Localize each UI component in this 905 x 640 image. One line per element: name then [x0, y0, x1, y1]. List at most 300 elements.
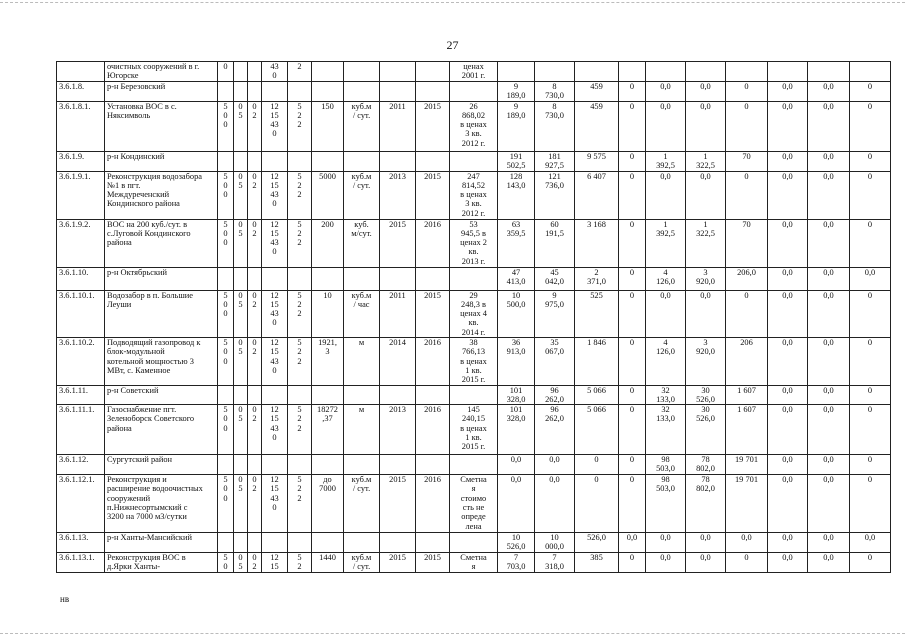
- table-cell: 0,0: [646, 553, 686, 573]
- row-name-cell: ВОС на 200 куб./сут. в с.Луговой Кондинского района: [105, 219, 218, 267]
- table-cell: [288, 533, 312, 553]
- table-cell: 5 2 2: [288, 171, 312, 219]
- row-code-cell: 3.6.1.10.2.: [57, 338, 105, 385]
- table-row: [57, 405, 891, 455]
- table-cell: 19 701: [726, 455, 768, 475]
- table-cell: куб. м/сут.: [344, 219, 380, 267]
- table-cell: 0,0: [498, 455, 535, 475]
- table-row: [57, 385, 891, 405]
- table-cell: 0,0: [768, 219, 808, 267]
- table-cell: [262, 533, 288, 553]
- table-cell: 0,0: [535, 455, 575, 475]
- table-cell: 2015: [416, 553, 450, 573]
- table-cell: 0 5: [234, 338, 248, 385]
- table-cell: 5 066: [575, 385, 619, 405]
- table-cell: 150: [312, 101, 344, 151]
- table-cell: [450, 455, 498, 475]
- table-cell: 0 5: [234, 171, 248, 219]
- table-cell: 0 5: [234, 101, 248, 151]
- table-cell: куб.м / сут.: [344, 475, 380, 533]
- table-cell: 0: [619, 338, 646, 385]
- table-cell: 96 262,0: [535, 385, 575, 405]
- table-cell: 70: [726, 219, 768, 267]
- investment-table: [56, 61, 891, 573]
- table-cell: 0 5: [234, 553, 248, 573]
- table-cell: 2015: [416, 171, 450, 219]
- table-cell: 98 503,0: [646, 475, 686, 533]
- table-cell: 1921, 3: [312, 338, 344, 385]
- table-cell: 0,0: [686, 290, 726, 337]
- row-name-cell: р-н Ханты-Мансийский: [105, 533, 218, 553]
- table-cell: [234, 267, 248, 290]
- table-cell: 32 133,0: [646, 405, 686, 455]
- table-cell: 0 2: [248, 101, 262, 151]
- table-cell: 0,0: [768, 151, 808, 171]
- table-cell: 2015: [380, 553, 416, 573]
- table-cell: 0,0: [535, 475, 575, 533]
- table-cell: [262, 385, 288, 405]
- table-cell: 0,0: [768, 171, 808, 219]
- table-cell: 1440: [312, 553, 344, 573]
- table-cell: [726, 62, 768, 82]
- table-cell: 5 0: [218, 553, 234, 573]
- table-cell: 0,0: [808, 171, 850, 219]
- table-cell: 10 526,0: [498, 533, 535, 553]
- table-cell: [234, 533, 248, 553]
- table-cell: 121 736,0: [535, 171, 575, 219]
- table-cell: [312, 455, 344, 475]
- table-cell: Сметна я стоимо сть не опреде лена: [450, 475, 498, 533]
- table-row: [57, 81, 891, 101]
- table-cell: 0,0: [768, 533, 808, 553]
- table-cell: [344, 267, 380, 290]
- table-cell: [288, 385, 312, 405]
- table-cell: 0: [850, 101, 891, 151]
- row-name-cell: р-н Березовский: [105, 81, 218, 101]
- table-cell: 32 133,0: [646, 385, 686, 405]
- table-cell: 0: [619, 405, 646, 455]
- table-cell: [248, 267, 262, 290]
- table-cell: 70: [726, 151, 768, 171]
- table-cell: [535, 62, 575, 82]
- row-name-cell: Реконструкция водозабора №1 в пгт. Междуреченский Кондинского района: [105, 171, 218, 219]
- table-cell: [380, 62, 416, 82]
- table-cell: 36 913,0: [498, 338, 535, 385]
- table-cell: 0,0: [808, 267, 850, 290]
- table-cell: 0: [850, 475, 891, 533]
- table-cell: 98 503,0: [646, 455, 686, 475]
- table-cell: 78 802,0: [686, 475, 726, 533]
- table-cell: 63 359,5: [498, 219, 535, 267]
- table-cell: 4 126,0: [646, 267, 686, 290]
- table-cell: 0 2: [248, 405, 262, 455]
- table-cell: до 7000: [312, 475, 344, 533]
- row-name-cell: Сургутский район: [105, 455, 218, 475]
- table-cell: 12 15 43 0: [262, 219, 288, 267]
- table-cell: 30 526,0: [686, 405, 726, 455]
- table-cell: 0: [850, 290, 891, 337]
- table-cell: 5 2 2: [288, 405, 312, 455]
- table-cell: 0 2: [248, 219, 262, 267]
- table-cell: 191 502,5: [498, 151, 535, 171]
- table-cell: 0 2: [248, 553, 262, 573]
- row-code-cell: 3.6.1.8.: [57, 81, 105, 101]
- row-name-cell: Водозабор в п. Большие Леуши: [105, 290, 218, 337]
- table-cell: [234, 62, 248, 82]
- table-cell: 12 15 43 0: [262, 290, 288, 337]
- table-cell: 0,0: [808, 455, 850, 475]
- table-cell: 45 042,0: [535, 267, 575, 290]
- table-cell: [262, 267, 288, 290]
- table-cell: [248, 385, 262, 405]
- table-cell: 19 701: [726, 475, 768, 533]
- table-cell: [646, 62, 686, 82]
- table-cell: куб.м / час: [344, 290, 380, 337]
- row-name-cell: Установка ВОС в с. Няксимволь: [105, 101, 218, 151]
- table-cell: 6 407: [575, 171, 619, 219]
- table-cell: 5 0 0: [218, 338, 234, 385]
- table-cell: 0,0: [808, 553, 850, 573]
- table-cell: [686, 62, 726, 82]
- table-cell: 459: [575, 81, 619, 101]
- table-cell: 5 0 0: [218, 171, 234, 219]
- table-cell: 0,0: [646, 171, 686, 219]
- table-cell: 5 2 2: [288, 219, 312, 267]
- row-code-cell: 3.6.1.8.1.: [57, 101, 105, 151]
- table-cell: 0 5: [234, 475, 248, 533]
- table-cell: [416, 151, 450, 171]
- table-cell: 30 526,0: [686, 385, 726, 405]
- table-cell: 10: [312, 290, 344, 337]
- row-code-cell: 3.6.1.13.: [57, 533, 105, 553]
- table-cell: 43 0: [262, 62, 288, 82]
- table-cell: 2015: [416, 290, 450, 337]
- table-cell: 0: [619, 290, 646, 337]
- table-cell: [344, 62, 380, 82]
- table-cell: [850, 62, 891, 82]
- table-cell: 206,0: [726, 267, 768, 290]
- table-cell: 26 868,02 в ценах 3 кв. 2012 г.: [450, 101, 498, 151]
- table-cell: 3 168: [575, 219, 619, 267]
- table-cell: [380, 81, 416, 101]
- table-cell: 181 927,5: [535, 151, 575, 171]
- table-cell: м: [344, 338, 380, 385]
- table-cell: [262, 151, 288, 171]
- table-cell: [344, 81, 380, 101]
- table-cell: 0: [850, 385, 891, 405]
- table-cell: 0,0: [768, 475, 808, 533]
- table-cell: 60 191,5: [535, 219, 575, 267]
- table-cell: 0,0: [808, 81, 850, 101]
- table-cell: [312, 81, 344, 101]
- table-cell: [218, 385, 234, 405]
- table-cell: 2016: [416, 338, 450, 385]
- table-cell: 2013: [380, 405, 416, 455]
- row-name-cell: Газоснабжение пгт. Зеленоборск Советского района: [105, 405, 218, 455]
- table-cell: 2015: [416, 101, 450, 151]
- table-cell: 12 15 43 0: [262, 171, 288, 219]
- table-cell: 0,0: [768, 338, 808, 385]
- table-cell: 35 067,0: [535, 338, 575, 385]
- table-cell: 0,0: [686, 101, 726, 151]
- table-cell: 5 066: [575, 405, 619, 455]
- table-cell: 0,0: [768, 405, 808, 455]
- table-cell: [808, 62, 850, 82]
- table-cell: 0: [218, 62, 234, 82]
- table-cell: 0,0: [686, 171, 726, 219]
- table-cell: [234, 81, 248, 101]
- table-cell: [344, 385, 380, 405]
- table-cell: 0,0: [768, 290, 808, 337]
- table-cell: 2 371,0: [575, 267, 619, 290]
- table-cell: 200: [312, 219, 344, 267]
- table-cell: [248, 62, 262, 82]
- table-cell: 0 2: [248, 290, 262, 337]
- table-cell: 0,0: [646, 81, 686, 101]
- table-cell: [575, 62, 619, 82]
- table-cell: 206: [726, 338, 768, 385]
- table-cell: 10 000,0: [535, 533, 575, 553]
- table-cell: 0 5: [234, 290, 248, 337]
- table-cell: 29 248,3 в ценах 4 кв. 2014 г.: [450, 290, 498, 337]
- table-cell: 18272 ,37: [312, 405, 344, 455]
- table-cell: 0: [850, 171, 891, 219]
- table-cell: 9 575: [575, 151, 619, 171]
- table-cell: [262, 455, 288, 475]
- table-cell: 0 5: [234, 405, 248, 455]
- row-code-cell: 3.6.1.9.: [57, 151, 105, 171]
- table-cell: [234, 385, 248, 405]
- table-row: [57, 171, 891, 219]
- table-cell: [380, 267, 416, 290]
- table-cell: 0: [850, 455, 891, 475]
- row-code-cell: 3.6.1.13.1.: [57, 553, 105, 573]
- row-code-cell: 3.6.1.12.1.: [57, 475, 105, 533]
- table-cell: 0: [850, 553, 891, 573]
- table-cell: 96 262,0: [535, 405, 575, 455]
- table-cell: 0: [850, 219, 891, 267]
- table-cell: 0: [619, 475, 646, 533]
- table-cell: 12 15 43 0: [262, 405, 288, 455]
- row-name-cell: р-н Кондинский: [105, 151, 218, 171]
- table-cell: куб.м / сут.: [344, 101, 380, 151]
- table-cell: 5 2 2: [288, 475, 312, 533]
- table-cell: 1 392,5: [646, 151, 686, 171]
- table-cell: [218, 81, 234, 101]
- table-cell: 2015: [380, 475, 416, 533]
- table-cell: [234, 455, 248, 475]
- table-cell: 0,0: [498, 475, 535, 533]
- table-row: [57, 151, 891, 171]
- table-cell: 2013: [380, 171, 416, 219]
- row-name-cell: очистных сооружений в г. Югорске: [105, 62, 218, 82]
- table-cell: 526,0: [575, 533, 619, 553]
- table-cell: 0,0: [768, 385, 808, 405]
- table-cell: 0,0: [808, 101, 850, 151]
- table-cell: 0: [726, 290, 768, 337]
- table-cell: 8 730,0: [535, 81, 575, 101]
- table-cell: 0: [726, 553, 768, 573]
- table-cell: 47 413,0: [498, 267, 535, 290]
- table-cell: 0,0: [768, 267, 808, 290]
- row-name-cell: р-н Октябрьский: [105, 267, 218, 290]
- table-cell: 0: [619, 455, 646, 475]
- table-cell: [416, 385, 450, 405]
- table-cell: 145 240,15 в ценах 1 кв. 2015 г.: [450, 405, 498, 455]
- table-cell: 0: [619, 267, 646, 290]
- table-cell: [288, 151, 312, 171]
- table-cell: [312, 62, 344, 82]
- table-cell: [248, 533, 262, 553]
- table-cell: 1 607: [726, 405, 768, 455]
- table-cell: 0: [575, 455, 619, 475]
- table-cell: 128 143,0: [498, 171, 535, 219]
- table-cell: 0,0: [686, 553, 726, 573]
- row-code-cell: 3.6.1.9.1.: [57, 171, 105, 219]
- table-cell: 247 814,52 в ценах 3 кв. 2012 г.: [450, 171, 498, 219]
- table-cell: 5 0 0: [218, 405, 234, 455]
- table-cell: [450, 151, 498, 171]
- table-cell: 0,0: [808, 338, 850, 385]
- table-cell: [450, 81, 498, 101]
- table-row: [57, 475, 891, 533]
- table-cell: 525: [575, 290, 619, 337]
- table-row: [57, 455, 891, 475]
- table-cell: [416, 62, 450, 82]
- table-cell: 0 2: [248, 171, 262, 219]
- table-cell: 2014: [380, 338, 416, 385]
- table-cell: 2016: [416, 219, 450, 267]
- table-row: [57, 62, 891, 82]
- table-cell: [450, 385, 498, 405]
- table-cell: 0,0: [646, 101, 686, 151]
- table-cell: [380, 385, 416, 405]
- table-cell: 0: [726, 81, 768, 101]
- table-cell: 5 2 2: [288, 290, 312, 337]
- table-cell: 0,0: [808, 385, 850, 405]
- page-number: 27: [446, 38, 459, 52]
- table-cell: 0,0: [850, 267, 891, 290]
- table-cell: 12 15 43 0: [262, 475, 288, 533]
- table-cell: 1 322,5: [686, 151, 726, 171]
- table-cell: [380, 455, 416, 475]
- table-cell: 1 846: [575, 338, 619, 385]
- table-cell: 0: [850, 151, 891, 171]
- table-cell: 2016: [416, 475, 450, 533]
- table-cell: 78 802,0: [686, 455, 726, 475]
- table-cell: 5 0 0: [218, 101, 234, 151]
- table-cell: 5 0 0: [218, 219, 234, 267]
- table-cell: [288, 455, 312, 475]
- table-row: [57, 533, 891, 553]
- table-cell: 12 15 43 0: [262, 101, 288, 151]
- table-cell: 5 2: [288, 553, 312, 573]
- table-cell: 0 2: [248, 338, 262, 385]
- table-cell: 0: [619, 553, 646, 573]
- table-cell: 0: [619, 171, 646, 219]
- table-cell: 0,0: [768, 553, 808, 573]
- table-row: [57, 267, 891, 290]
- table-cell: 0: [850, 81, 891, 101]
- table-cell: 10 500,0: [498, 290, 535, 337]
- table-row: [57, 338, 891, 385]
- table-cell: 0,0: [726, 533, 768, 553]
- table-cell: 0,0: [808, 290, 850, 337]
- table-cell: 0 5: [234, 219, 248, 267]
- table-cell: [416, 81, 450, 101]
- row-name-cell: р-н Советский: [105, 385, 218, 405]
- table-cell: 7 318,0: [535, 553, 575, 573]
- table-row: [57, 219, 891, 267]
- table-cell: 459: [575, 101, 619, 151]
- row-code-cell: 3.6.1.12.: [57, 455, 105, 475]
- scan-edge-bottom: [0, 633, 905, 634]
- table-cell: [218, 533, 234, 553]
- table-cell: куб.м / сут.: [344, 171, 380, 219]
- table-cell: 4 126,0: [646, 338, 686, 385]
- table-cell: 0: [619, 385, 646, 405]
- table-cell: 2: [288, 62, 312, 82]
- row-code-cell: 3.6.1.11.: [57, 385, 105, 405]
- table-cell: 5000: [312, 171, 344, 219]
- table-cell: 1 322,5: [686, 219, 726, 267]
- table-cell: [234, 151, 248, 171]
- row-code-cell: 3.6.1.10.: [57, 267, 105, 290]
- table-cell: 1 392,5: [646, 219, 686, 267]
- table-cell: 5 0 0: [218, 475, 234, 533]
- table-cell: [344, 151, 380, 171]
- table-cell: [344, 455, 380, 475]
- table-cell: [416, 455, 450, 475]
- table-cell: 2015: [380, 219, 416, 267]
- table-cell: [344, 533, 380, 553]
- table-cell: 38 766,13 в ценах 1 кв. 2015 г.: [450, 338, 498, 385]
- table-cell: 0,0: [808, 405, 850, 455]
- table-cell: 0,0: [768, 101, 808, 151]
- table-cell: 5 0 0: [218, 290, 234, 337]
- table-cell: 3 920,0: [686, 267, 726, 290]
- table-cell: 5 2 2: [288, 101, 312, 151]
- row-code-cell: 3.6.1.9.2.: [57, 219, 105, 267]
- table-cell: 0,0: [808, 533, 850, 553]
- bottom-note: нв: [60, 594, 70, 604]
- table-cell: 0: [619, 81, 646, 101]
- table-cell: 0,0: [686, 533, 726, 553]
- table-cell: 2011: [380, 290, 416, 337]
- table-cell: 9 975,0: [535, 290, 575, 337]
- table-cell: 5 2 2: [288, 338, 312, 385]
- table-cell: 0 2: [248, 475, 262, 533]
- table-cell: [450, 533, 498, 553]
- table-cell: [312, 385, 344, 405]
- row-name-cell: Реконструкция и расширение водоочистных сооружений п.Нижнесортымский с 3200 на 7000 м3/сутки: [105, 475, 218, 533]
- table-cell: [450, 267, 498, 290]
- table-cell: 12 15 43 0: [262, 338, 288, 385]
- scan-edge-top: [0, 2, 905, 3]
- table-cell: 0: [726, 101, 768, 151]
- table-cell: 0,0: [768, 455, 808, 475]
- table-cell: [248, 151, 262, 171]
- table-cell: 0,0: [686, 81, 726, 101]
- row-code-cell: 3.6.1.10.1.: [57, 290, 105, 337]
- table-cell: [288, 267, 312, 290]
- table-cell: 0: [850, 405, 891, 455]
- table-cell: [380, 151, 416, 171]
- table-cell: 2016: [416, 405, 450, 455]
- table-cell: [262, 81, 288, 101]
- table-row: [57, 553, 891, 573]
- table-cell: 7 703,0: [498, 553, 535, 573]
